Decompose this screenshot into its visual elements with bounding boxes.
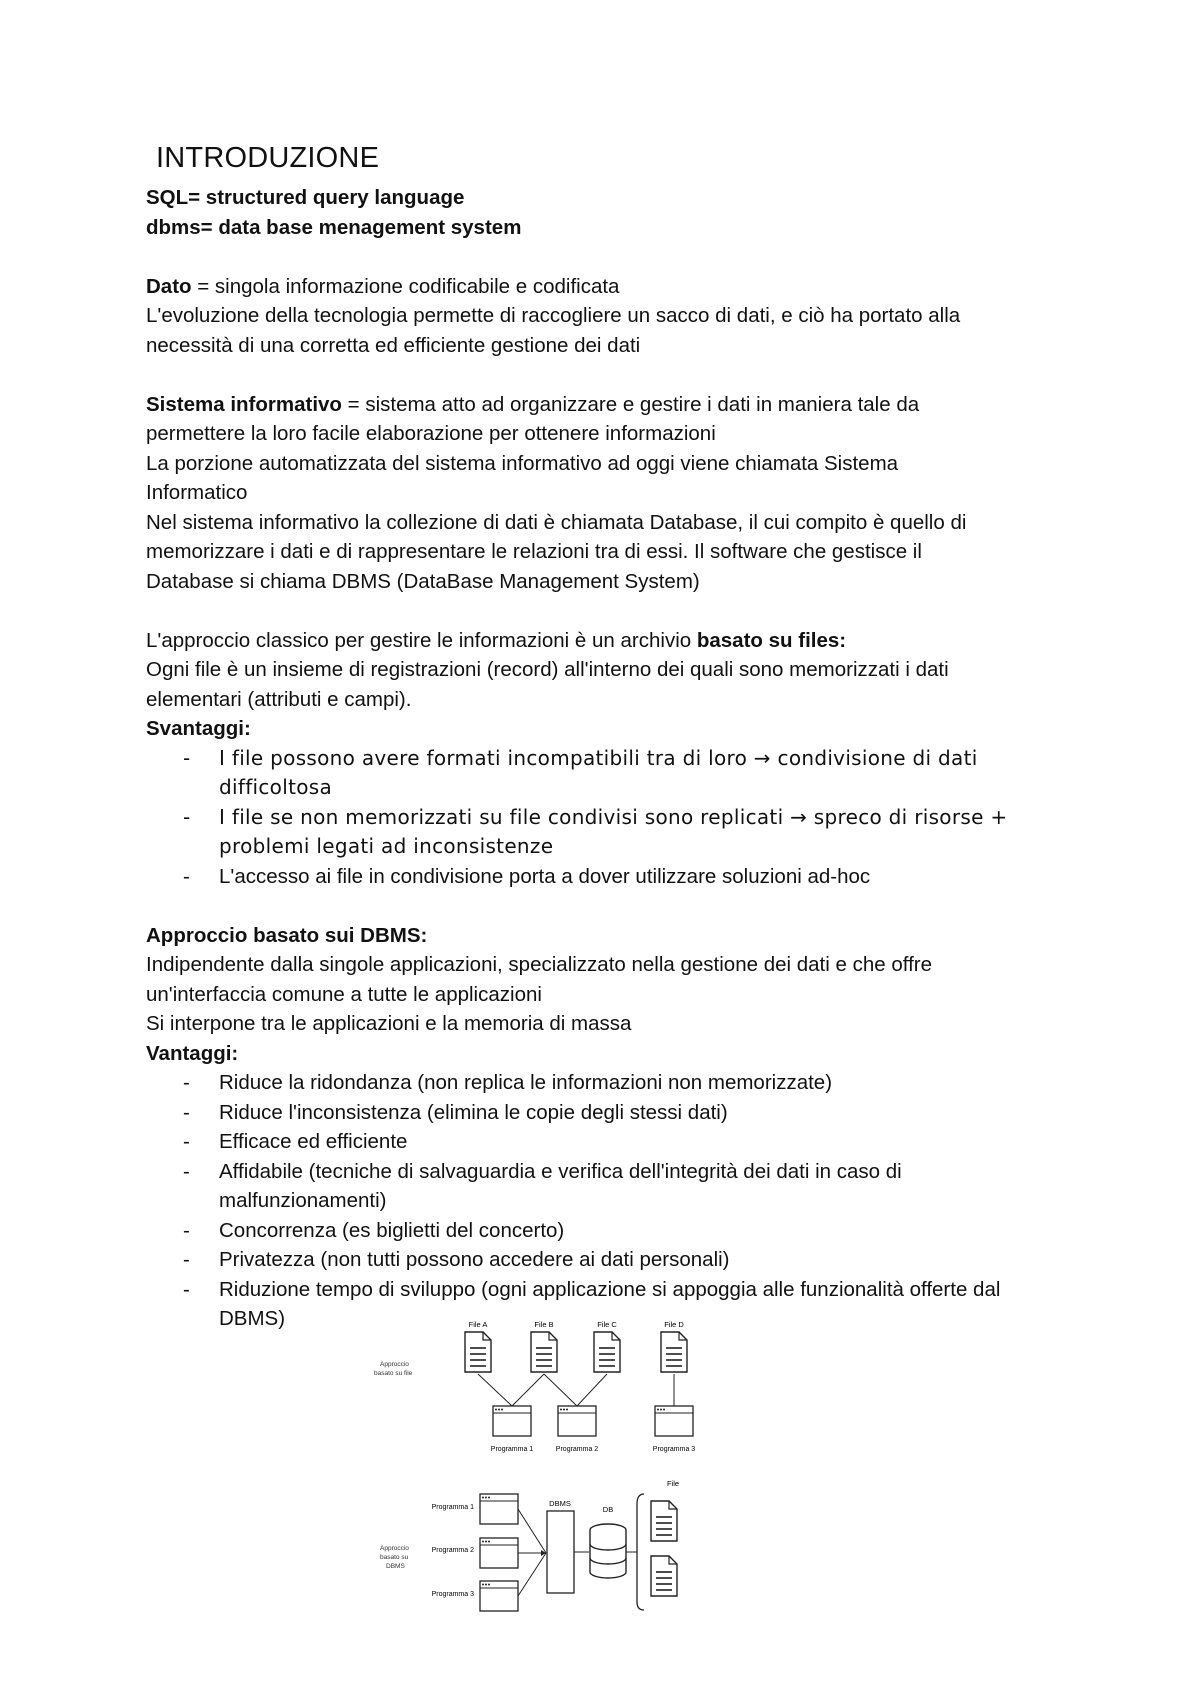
program-window-icon [480, 1494, 518, 1524]
file-icon [651, 1556, 677, 1596]
program-label: Programma 2 [555, 1446, 599, 1453]
sistema-definition [146, 390, 1066, 420]
paragraph-line: permettere la loro facile elaborazione per ottenere informazioni [146, 422, 716, 445]
vantaggi-heading: Vantaggi: [146, 1041, 239, 1065]
program-window-icon [480, 1538, 518, 1568]
paragraph-line: L'evoluzione della tecnologia permette di raccogliere un sacco di dati, e ciò ha portato alla [146, 304, 961, 327]
dbms-box-label: DBMS [549, 1499, 571, 1508]
sql-definition: SQL= structured query language [146, 186, 465, 209]
program-window-icon [655, 1406, 693, 1436]
dbms-definition: dbms= data base menagement system [146, 215, 522, 239]
sistema-def: = sistema atto ad organizzare e gestire i dati in maniera tale da [341, 392, 920, 416]
file-icon [594, 1332, 620, 1372]
list-item: - Riduzione tempo di sviluppo (ogni applicazione si appoggia alle funzionalità offerte dal DBMS) [146, 1275, 1066, 1334]
file-d-label: File D [664, 1320, 684, 1329]
files-intro-bold: basato su files: [696, 628, 847, 652]
paragraph-line: memorizzare i dati e di rappresentare le relazioni tra di essi. Il software che gestisce il [146, 540, 922, 563]
program-label: Programma 3 [431, 1591, 474, 1598]
svantaggi-list [146, 744, 1066, 862]
file-b-label: File B [534, 1320, 554, 1329]
svantaggi-heading: Svantaggi: [146, 717, 251, 740]
dato-definition [146, 272, 1066, 302]
list-item: - Riduce la ridondanza (non replica le informazioni non memorizzate) [146, 1068, 1066, 1098]
svantaggi-list-cont [146, 862, 1066, 892]
file-group-label: File [667, 1479, 680, 1488]
program-window-icon [480, 1581, 518, 1611]
file-icon [531, 1332, 557, 1372]
vantaggi-list [146, 1068, 1066, 1334]
paragraph-line: Ogni file è un insieme di registrazioni (record) all'interno dei quali sono memorizzati i dati [146, 658, 949, 681]
list-item: - I file possono avere formati incompatibili tra di loro → condivisione di dati difficoltosa [146, 744, 1066, 803]
paragraph-line: elementari (attributi e campi). [146, 687, 412, 711]
list-item: - L'accesso ai file in condivisione porta a dover utilizzare soluzioni ad-hoc [146, 862, 1066, 892]
architecture-diagram [372, 1318, 752, 1618]
database-icon [590, 1524, 626, 1578]
file-c-label: File C [597, 1320, 617, 1329]
program-label: Programma 2 [431, 1547, 474, 1554]
file-icon [465, 1332, 491, 1372]
paragraph-line: Database si chiama DBMS (DataBase Management System) [146, 569, 700, 593]
file-approach-label: Approccio basato su file [374, 1361, 413, 1377]
program-label: Programma 1 [490, 1446, 534, 1453]
file-icon [651, 1501, 677, 1541]
file-icon [661, 1332, 687, 1372]
paragraph-line: Informatico [146, 481, 248, 504]
paragraph-line: necessità di una corretta ed efficiente gestione dei dati [146, 333, 641, 357]
list-item: - I file se non memorizzati su file condivisi sono replicati → spreco di risorse + problemi legati ad inconsistenze [146, 803, 1066, 862]
dato-term: Dato [146, 274, 192, 298]
files-intro: L'approccio classico per gestire le informazioni è un archivio basato su files: [146, 628, 847, 652]
document-page [146, 142, 1066, 1334]
dato-def: = singola informazione codificabile e codificata [191, 274, 620, 298]
program-window-icon [558, 1406, 596, 1436]
paragraph-line: un'interfaccia comune a tutte le applicazioni [146, 982, 542, 1006]
dbms-approach-label: Approccio basato su DBMS [380, 1545, 409, 1570]
file-a-label: File A [468, 1320, 488, 1329]
list-item: - Riduce l'inconsistenza (elimina le copie degli stessi dati) [146, 1098, 1066, 1128]
list-item: - Efficace ed efficiente [146, 1127, 1066, 1157]
paragraph-line: Si interpone tra le applicazioni e la memoria di massa [146, 1012, 632, 1035]
sistema-term: Sistema informativo [146, 392, 342, 416]
list-item: - Privatezza (non tutti possono accedere ai dati personali) [146, 1245, 1066, 1275]
dbms-box [547, 1511, 574, 1593]
program-label: Programma 1 [431, 1504, 474, 1511]
db-label: DB [602, 1505, 614, 1514]
paragraph-line: Nel sistema informativo la collezione di dati è chiamata Database, il cui compito è quello di [146, 510, 967, 534]
page-title: INTRODUZIONE [156, 142, 380, 174]
list-item: - Affidabile (tecniche di salvaguardia e verifica dell'integrità dei dati in caso di malfunzionamenti) [146, 1157, 1066, 1216]
program-label: Programma 3 [652, 1446, 696, 1453]
program-window-icon [493, 1406, 531, 1436]
list-item: - Concorrenza (es biglietti del concerto) [146, 1216, 1066, 1246]
dbms-heading: Approccio basato sui DBMS: [146, 923, 428, 947]
paragraph-line: La porzione automatizzata del sistema informativo ad oggi viene chiamata Sistema [146, 451, 899, 475]
paragraph-line: Indipendente dalla singole applicazioni, specializzato nella gestione dei dati e che offre [146, 953, 932, 976]
